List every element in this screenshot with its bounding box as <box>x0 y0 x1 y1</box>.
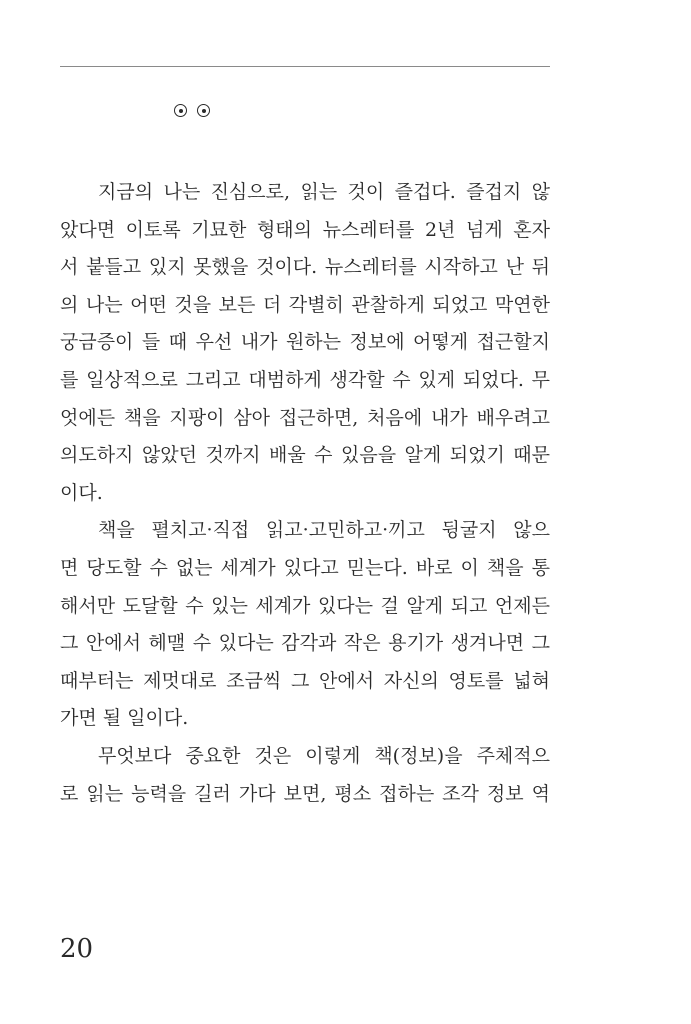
section-ornament <box>174 104 210 117</box>
text-line: 았다면 이토록 기묘한 형태의 뉴스레터를 2년 넘게 혼자 <box>60 218 550 241</box>
text-line: 의도하지 않았던 것까지 배울 수 있음을 알게 되었기 때문 <box>60 444 550 467</box>
text-line: 를 일상적으로 그리고 대범하게 생각할 수 있게 되었다. 무 <box>60 368 550 391</box>
text-line: 엇에든 책을 지팡이 삼아 접근하면, 처음에 내가 배우려고 <box>60 406 550 429</box>
text-line: 무엇보다 중요한 것은 이렇게 책(정보)을 주체적으 <box>98 744 550 767</box>
text-line: 책을 펼치고·직접 읽고·고민하고·끼고 뒹굴지 않으 <box>98 519 550 542</box>
text-line: 이다. <box>60 481 103 504</box>
page-number: 20 <box>60 934 94 964</box>
text-line: 서 붙들고 있지 못했을 것이다. 뉴스레터를 시작하고 난 뒤 <box>60 256 550 279</box>
text-line: 면 당도할 수 없는 세계가 있다고 믿는다. 바로 이 책을 통 <box>60 556 550 579</box>
text-line: 해서만 도달할 수 있는 세계가 있다는 걸 알게 되고 언제든 <box>60 594 550 617</box>
circled-dot-icon <box>174 104 187 117</box>
body-text <box>60 174 550 813</box>
text-line: 때부터는 제멋대로 조금씩 그 안에서 자신의 영토를 넓혀 <box>60 669 550 692</box>
header-rule <box>60 66 550 67</box>
text-line: 가면 될 일이다. <box>60 707 189 730</box>
text-line: 로 읽는 능력을 길러 가다 보면, 평소 접하는 조각 정보 역 <box>60 782 550 805</box>
text-line: 지금의 나는 진심으로, 읽는 것이 즐겁다. 즐겁지 않 <box>98 181 550 203</box>
text-line: 의 나는 어떤 것을 보든 더 각별히 관찰하게 되었고 막연한 <box>60 293 550 316</box>
text-line: 궁금증이 들 때 우선 내가 원하는 정보에 어떻게 접근할지 <box>60 331 550 354</box>
circled-dot-icon <box>197 104 210 117</box>
text-line: 그 안에서 헤맬 수 있다는 감각과 작은 용기가 생겨나면 그 <box>60 632 550 655</box>
